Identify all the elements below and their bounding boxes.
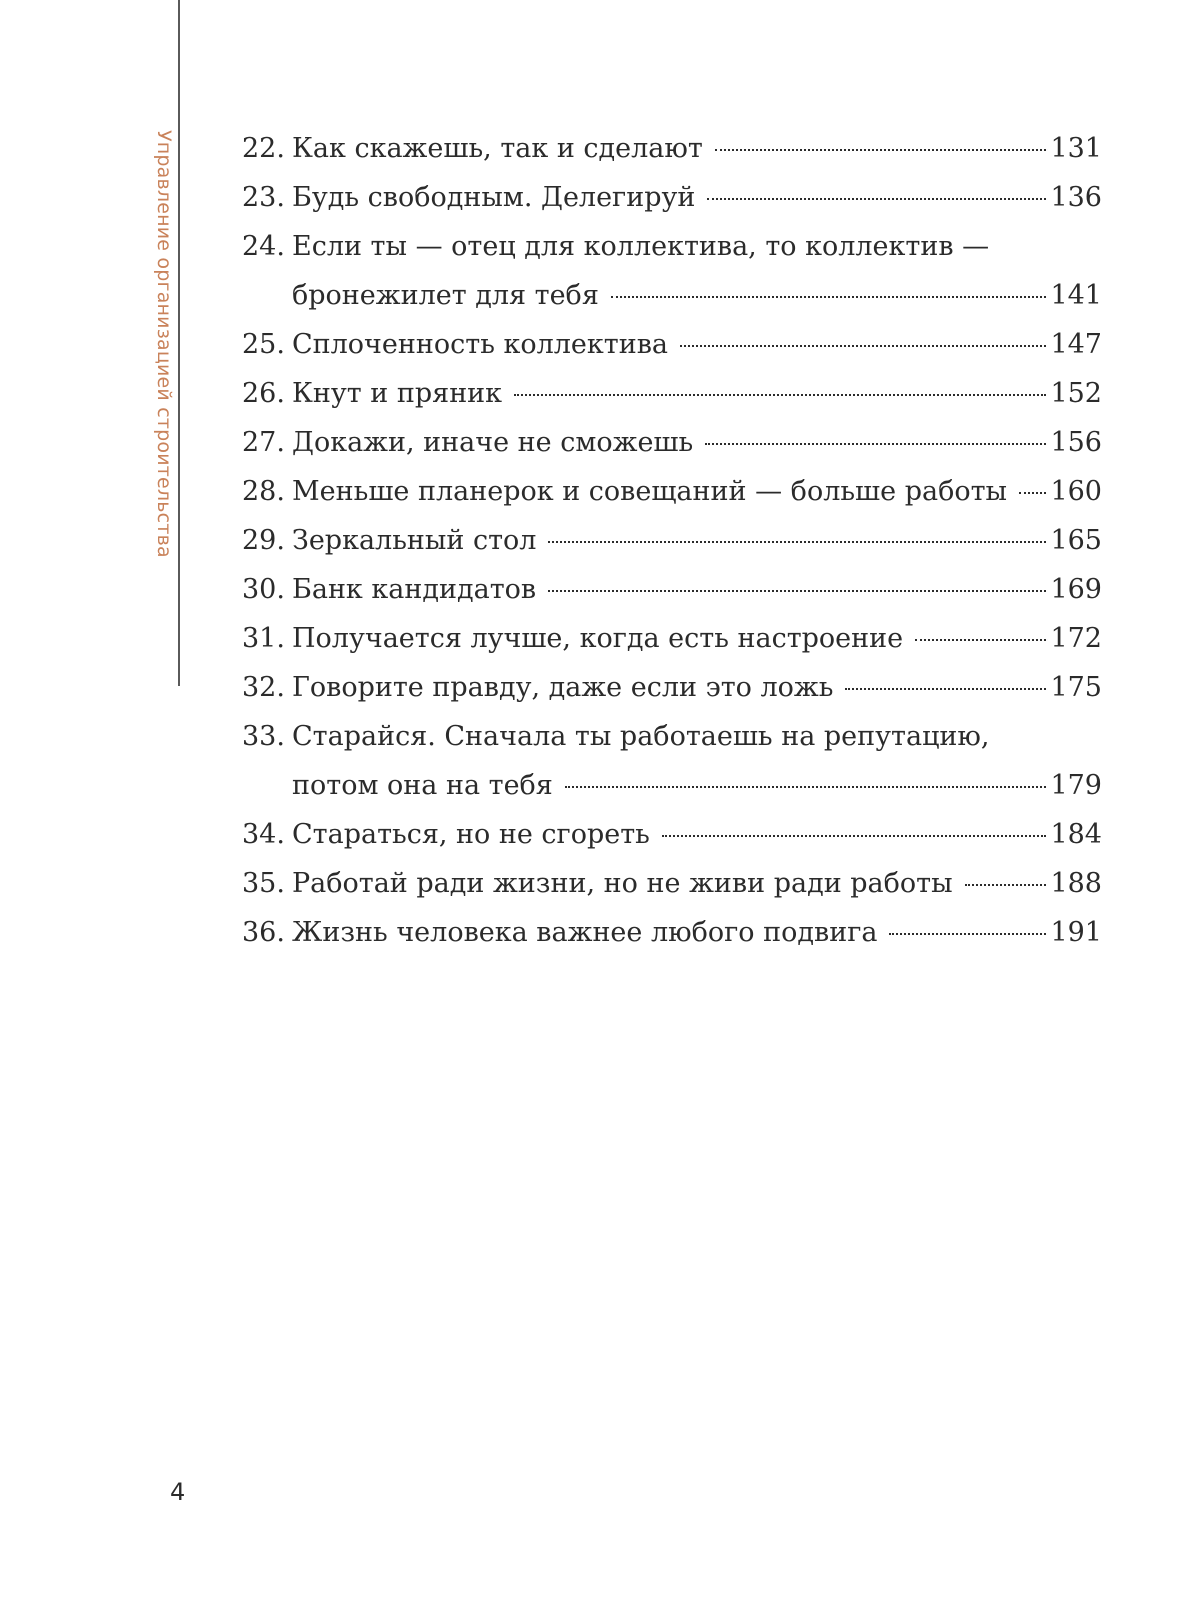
toc-entry-title: Кнут и пряник <box>292 378 503 409</box>
dot-leader <box>548 590 1046 592</box>
toc-entry <box>242 663 1102 712</box>
toc-entry-title: Докажи, иначе не сможешь <box>292 427 694 458</box>
toc-entry-number: 30. <box>242 574 285 605</box>
toc-entry-number: 26. <box>242 378 285 409</box>
toc-entry <box>242 565 1102 614</box>
dot-leader <box>965 884 1047 886</box>
toc-entry <box>242 124 1102 173</box>
toc-entry-page: 188 <box>1050 868 1102 899</box>
toc-entry-number: 32. <box>242 672 285 703</box>
toc-entry-number: 22. <box>242 133 285 164</box>
toc-entry-number: 29. <box>242 525 285 556</box>
toc-entry-page: 169 <box>1050 574 1102 605</box>
page-number: 4 <box>170 1478 186 1506</box>
toc-entry <box>242 320 1102 369</box>
toc-entry-page: 147 <box>1050 329 1102 360</box>
dot-leader <box>680 345 1046 347</box>
toc-entry-page: 175 <box>1050 672 1102 703</box>
toc-entry-title: Старайся. Сначала ты работаешь на репутацию, <box>292 721 990 752</box>
toc-entry-title: Жизнь человека важнее любого подвига <box>292 917 878 948</box>
toc-entry-page: 152 <box>1050 378 1102 409</box>
toc-entry-title: Стараться, но не сгореть <box>292 819 650 850</box>
toc-entry-page: 179 <box>1050 770 1102 801</box>
table-of-contents <box>242 124 1102 957</box>
side-rule <box>178 0 180 686</box>
toc-entry-title: Как скажешь, так и сделают <box>292 133 703 164</box>
toc-entry-page: 184 <box>1050 819 1102 850</box>
toc-entry-page: 172 <box>1050 623 1102 654</box>
dot-leader <box>915 639 1046 641</box>
dot-leader <box>548 541 1046 543</box>
toc-entry-title: потом она на тебя <box>292 770 553 801</box>
dot-leader <box>565 786 1047 788</box>
dot-leader <box>705 443 1046 445</box>
toc-entry <box>242 418 1102 467</box>
dot-leader <box>889 933 1046 935</box>
toc-entry-title: Меньше планерок и совещаний — больше работы <box>292 476 1008 507</box>
toc-entry <box>242 369 1102 418</box>
toc-entry <box>242 810 1102 859</box>
toc-entry-page: 165 <box>1050 525 1102 556</box>
toc-entry <box>242 516 1102 565</box>
toc-entry-title: Сплоченность коллектива <box>292 329 668 360</box>
toc-entry-title: Зеркальный стол <box>292 525 537 556</box>
toc-entry-title: Будь свободным. Делегируй <box>292 182 696 213</box>
toc-entry-title: Работай ради жизни, но не живи ради работы <box>292 868 953 899</box>
toc-entry <box>242 173 1102 222</box>
toc-entry-page: 156 <box>1050 427 1102 458</box>
toc-entry-title: Говорите правду, даже если это ложь <box>292 672 834 703</box>
dot-leader <box>845 688 1046 690</box>
dot-leader <box>662 835 1047 837</box>
toc-entry-page: 131 <box>1050 133 1102 164</box>
toc-entry-number: 25. <box>242 329 285 360</box>
toc-entry-page: 136 <box>1050 182 1102 213</box>
toc-entry-number: 24. <box>242 231 285 262</box>
toc-entry-title: Если ты — отец для коллектива, то коллектив — <box>292 231 990 262</box>
toc-entry-number: 36. <box>242 917 285 948</box>
toc-entry-number: 33. <box>242 721 285 752</box>
toc-entry <box>242 712 1102 810</box>
dot-leader <box>707 198 1046 200</box>
toc-entry-title: Получается лучше, когда есть настроение <box>292 623 904 654</box>
toc-entry-number: 27. <box>242 427 285 458</box>
toc-entry <box>242 859 1102 908</box>
toc-entry-number: 28. <box>242 476 285 507</box>
toc-entry-title: бронежилет для тебя <box>292 280 599 311</box>
toc-entry <box>242 908 1102 957</box>
running-title: Управление организацией строительства <box>153 130 175 558</box>
dot-leader <box>715 149 1047 151</box>
toc-entry-page: 141 <box>1050 280 1102 311</box>
dot-leader <box>514 394 1046 396</box>
toc-entry-number: 31. <box>242 623 285 654</box>
toc-entry-title: Банк кандидатов <box>292 574 537 605</box>
toc-entry <box>242 467 1102 516</box>
toc-entry-page: 160 <box>1050 476 1102 507</box>
dot-leader <box>1019 492 1046 494</box>
dot-leader <box>611 296 1047 298</box>
toc-entry <box>242 222 1102 320</box>
toc-entry-number: 23. <box>242 182 285 213</box>
toc-entry-number: 34. <box>242 819 285 850</box>
toc-entry-number: 35. <box>242 868 285 899</box>
toc-entry-page: 191 <box>1050 917 1102 948</box>
toc-entry <box>242 614 1102 663</box>
